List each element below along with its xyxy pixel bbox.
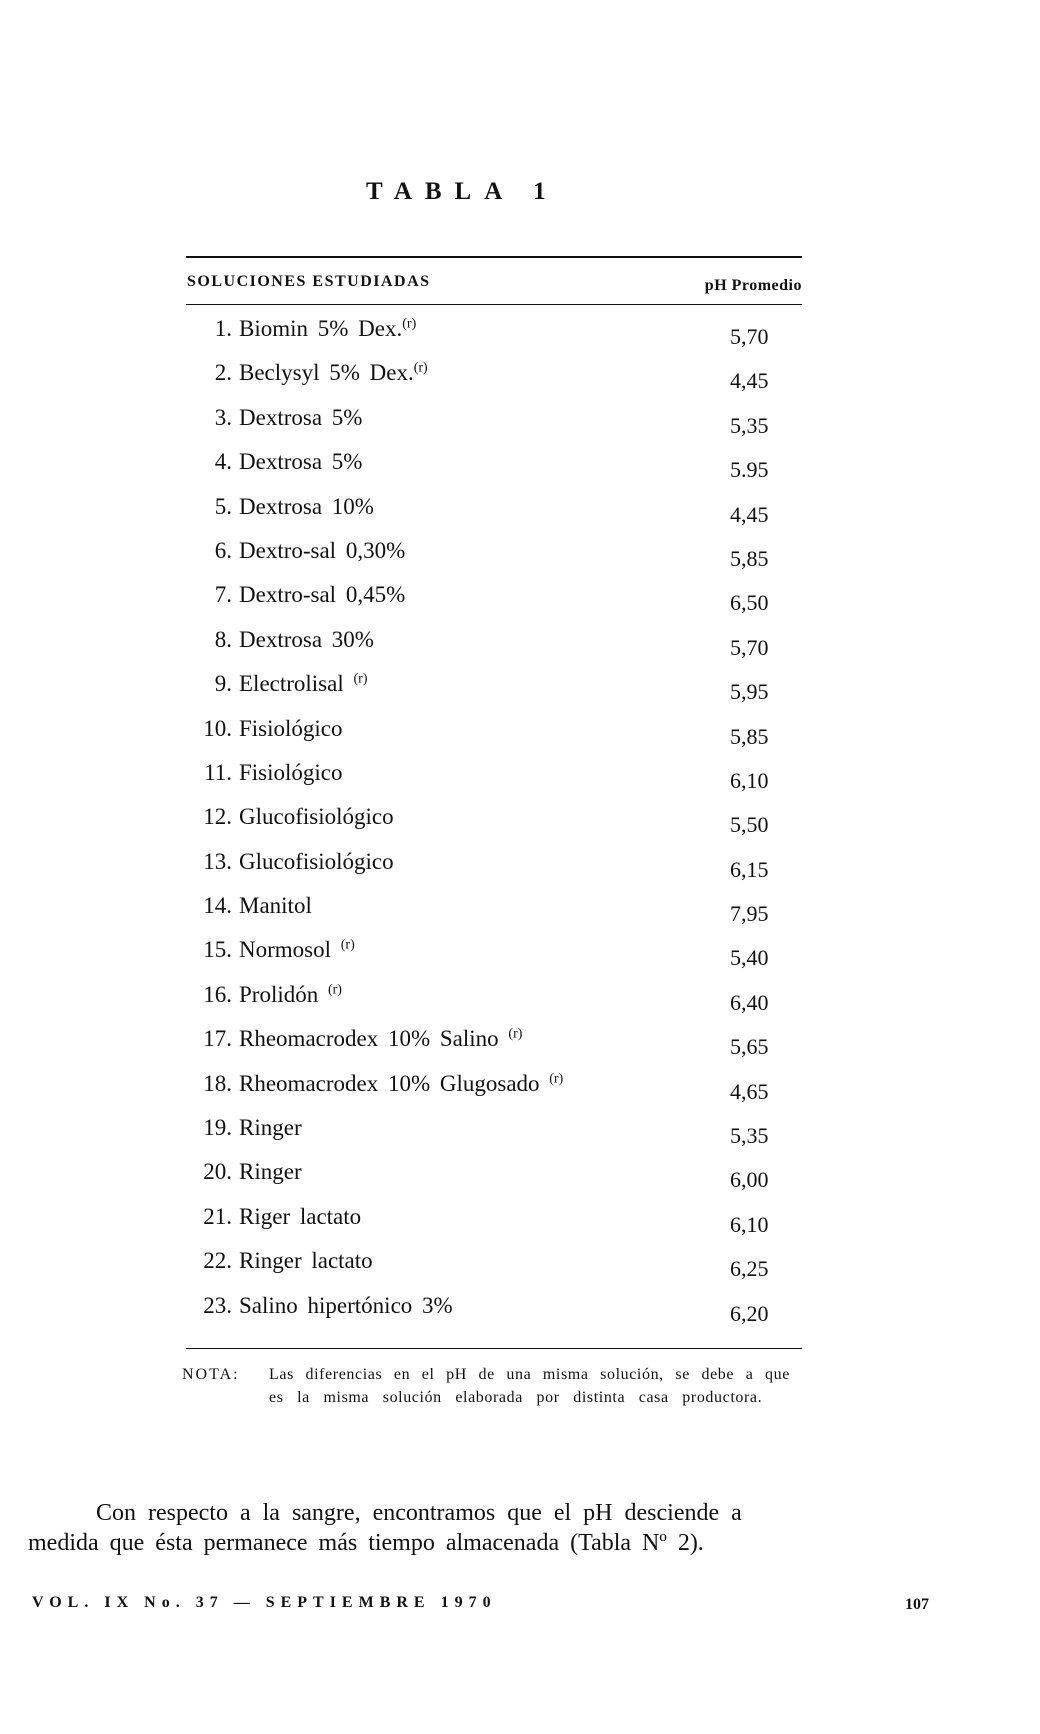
row-number: 7. bbox=[214, 582, 232, 608]
registered-mark: (r) bbox=[413, 360, 428, 376]
ph-value: 5,70 bbox=[730, 324, 769, 349]
solution-name-text: Glucofisiológico bbox=[239, 848, 394, 874]
solution-name bbox=[239, 1248, 373, 1274]
table-row bbox=[186, 1026, 802, 1070]
table-row bbox=[186, 716, 802, 760]
table-row bbox=[186, 494, 802, 538]
solution-name-text: Riger lactato bbox=[239, 1203, 362, 1229]
solution-name bbox=[239, 937, 355, 963]
ph-value: 6,25 bbox=[730, 1256, 769, 1282]
page-number: 107 bbox=[905, 1596, 929, 1613]
registered-mark: (r) bbox=[508, 1026, 523, 1042]
solution-name bbox=[239, 582, 405, 608]
row-number: 2. bbox=[214, 360, 232, 386]
table-header-block bbox=[186, 256, 802, 305]
row-number: 14. bbox=[203, 893, 232, 919]
ph-value: 5.95 bbox=[730, 457, 769, 483]
paragraph-line-1: Con respecto a la sangre, encontramos que el pH desciende a bbox=[96, 1500, 742, 1526]
solution-name bbox=[239, 671, 368, 697]
solution-name bbox=[239, 1115, 302, 1141]
registered-mark: (r) bbox=[327, 982, 342, 998]
solution-name bbox=[239, 982, 342, 1008]
solution-name bbox=[239, 893, 312, 919]
row-number: 18. bbox=[203, 1070, 232, 1096]
solution-name bbox=[239, 1204, 361, 1230]
ph-value: 4,45 bbox=[730, 368, 769, 394]
ph-value: 6,15 bbox=[730, 856, 769, 882]
ph-value: 5,65 bbox=[730, 1034, 769, 1060]
table-row bbox=[186, 1159, 802, 1203]
paragraph-line-2: medida que ésta permanece más tiempo almacenada (Tabla Nº 2). bbox=[28, 1530, 704, 1556]
table-row bbox=[186, 937, 802, 981]
table-row bbox=[186, 849, 802, 893]
ph-value: 4,65 bbox=[730, 1078, 769, 1104]
solution-name bbox=[239, 538, 405, 564]
solution-name bbox=[239, 1159, 302, 1185]
table-row bbox=[186, 538, 802, 582]
solution-name-text: Biomin 5% Dex. bbox=[239, 316, 403, 341]
solution-name-text: Beclysyl 5% Dex. bbox=[239, 360, 414, 386]
row-number: 4. bbox=[214, 449, 232, 475]
table-bottom-rule bbox=[186, 1348, 802, 1349]
registered-mark: (r) bbox=[549, 1070, 564, 1086]
ph-value: 6,10 bbox=[730, 1211, 769, 1237]
row-number: 5. bbox=[214, 493, 232, 519]
registered-mark: (r) bbox=[340, 937, 355, 953]
ph-value: 6,10 bbox=[730, 767, 769, 793]
ph-value: 6,40 bbox=[730, 989, 769, 1015]
registered-mark: (r) bbox=[353, 671, 368, 687]
table-row bbox=[186, 804, 802, 848]
row-number: 13. bbox=[203, 848, 232, 874]
table-row bbox=[186, 1248, 802, 1292]
solution-name-text: Fisiológico bbox=[239, 759, 343, 785]
note-line-2: es la misma solución elaborada por distinta casa productora. bbox=[269, 1389, 763, 1406]
solution-name-text: Dextro-sal 0,30% bbox=[239, 537, 406, 563]
ph-value: 6,00 bbox=[730, 1167, 769, 1193]
table-row bbox=[186, 449, 802, 493]
solution-name bbox=[239, 849, 394, 875]
ph-value: 5,35 bbox=[730, 1123, 769, 1149]
table-header-row bbox=[186, 258, 802, 300]
table-row bbox=[186, 1204, 802, 1248]
solution-name-text: Glucofisiológico bbox=[239, 804, 394, 830]
solution-name-text: Normosol bbox=[239, 937, 341, 963]
body-paragraph bbox=[28, 1498, 948, 1558]
solution-name-text: Dextrosa 10% bbox=[239, 493, 374, 519]
journal-issue-footer: VOL. IX No. 37 — SEPTIEMBRE 1970 bbox=[32, 1594, 497, 1611]
row-number: 1. bbox=[214, 316, 232, 341]
ph-value: 7,95 bbox=[730, 901, 769, 927]
column-header-ph: pH Promedio bbox=[704, 277, 802, 294]
note-line-1: Las diferencias en el pH de una misma solución, se debe a que bbox=[269, 1366, 790, 1383]
row-number: 6. bbox=[214, 537, 232, 563]
solution-name bbox=[239, 449, 362, 475]
solution-name bbox=[239, 360, 428, 386]
solution-name bbox=[239, 1026, 522, 1052]
row-number: 9. bbox=[214, 671, 232, 697]
solution-name-text: Dextrosa 5% bbox=[239, 404, 363, 430]
solution-name-text: Dextrosa 30% bbox=[239, 626, 374, 652]
ph-value: 5,95 bbox=[730, 679, 769, 705]
table-header-rule bbox=[186, 304, 802, 305]
registered-mark: (r) bbox=[402, 316, 417, 332]
solution-name bbox=[239, 760, 343, 786]
row-number: 19. bbox=[203, 1115, 232, 1141]
ph-value: 5,70 bbox=[730, 634, 769, 660]
table-row bbox=[186, 671, 802, 715]
solution-name-text: Prolidón bbox=[239, 981, 328, 1007]
solution-name bbox=[239, 1293, 453, 1319]
table-row bbox=[186, 760, 802, 804]
solution-name bbox=[239, 627, 374, 653]
row-number: 10. bbox=[203, 715, 232, 741]
solution-name-text: Manitol bbox=[239, 893, 312, 919]
table-row bbox=[186, 1293, 802, 1337]
table-row bbox=[186, 582, 802, 626]
solution-name-text: Rheomacrodex 10% Salino bbox=[239, 1026, 509, 1052]
row-number: 15. bbox=[203, 937, 232, 963]
ph-value: 5,35 bbox=[730, 412, 769, 438]
table-row bbox=[186, 1115, 802, 1159]
row-number: 3. bbox=[214, 404, 232, 430]
solution-name-text: Salino hipertónico 3% bbox=[239, 1292, 453, 1318]
table-row bbox=[186, 893, 802, 937]
row-number: 8. bbox=[214, 626, 232, 652]
ph-value: 5,85 bbox=[730, 545, 769, 571]
solution-name-text: Ringer lactato bbox=[239, 1248, 373, 1274]
row-number: 23. bbox=[203, 1292, 232, 1318]
solution-name bbox=[239, 716, 343, 742]
ph-value: 5,85 bbox=[730, 723, 769, 749]
solution-name-text: Fisiológico bbox=[239, 715, 343, 741]
solution-name bbox=[239, 1071, 563, 1097]
row-number: 12. bbox=[203, 804, 232, 830]
solution-name bbox=[239, 316, 416, 342]
ph-value: 6,20 bbox=[730, 1300, 769, 1326]
table-row bbox=[186, 405, 802, 449]
solution-name-text: Ringer bbox=[239, 1159, 302, 1185]
row-number: 21. bbox=[203, 1203, 232, 1229]
solution-name-text: Electrolisal bbox=[239, 671, 354, 697]
row-number: 16. bbox=[203, 981, 232, 1007]
table-row bbox=[186, 316, 802, 360]
row-number: 20. bbox=[203, 1159, 232, 1185]
ph-value: 5,50 bbox=[730, 812, 769, 838]
table-row bbox=[186, 982, 802, 1026]
solution-name bbox=[239, 804, 394, 830]
row-number: 11. bbox=[204, 759, 232, 785]
table-body bbox=[186, 316, 802, 1337]
table-row bbox=[186, 627, 802, 671]
solution-name bbox=[239, 494, 374, 520]
note-label: NOTA: bbox=[182, 1366, 240, 1383]
solution-name-text: Ringer bbox=[239, 1115, 302, 1141]
table-title: TABLA 1 bbox=[366, 178, 559, 205]
solution-name bbox=[239, 405, 362, 431]
ph-value: 5,40 bbox=[730, 945, 769, 971]
solution-name-text: Dextro-sal 0,45% bbox=[239, 582, 406, 608]
table-row bbox=[186, 1071, 802, 1115]
ph-value: 4,45 bbox=[730, 501, 769, 527]
row-number: 22. bbox=[203, 1248, 232, 1274]
column-header-solutions: SOLUCIONES ESTUDIADAS bbox=[187, 273, 431, 290]
ph-value: 6,50 bbox=[730, 590, 769, 616]
table-row bbox=[186, 360, 802, 404]
row-number: 17. bbox=[203, 1026, 232, 1052]
solution-name-text: Dextrosa 5% bbox=[239, 449, 363, 475]
solution-name-text: Rheomacrodex 10% Glugosado bbox=[239, 1070, 550, 1096]
